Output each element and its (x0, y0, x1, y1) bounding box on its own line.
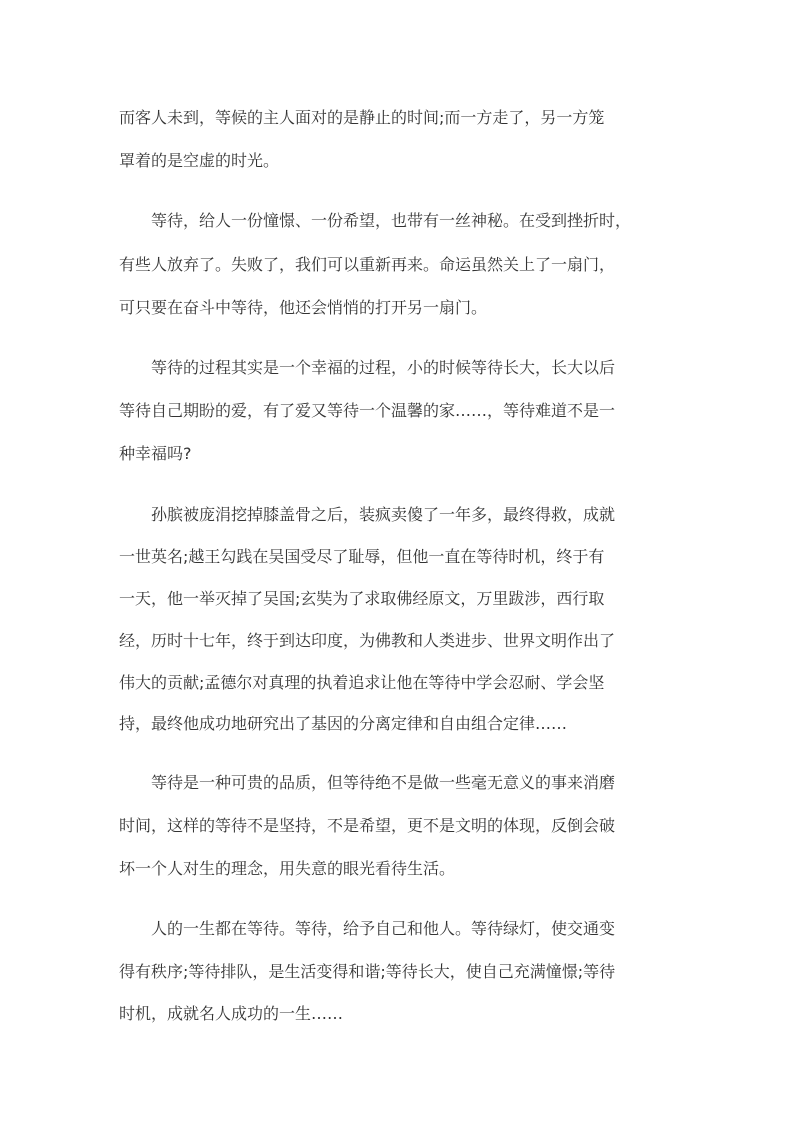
paragraph-line: 有些人放弃了。失败了，我们可以重新再来。命运虽然关上了一扇门， (119, 255, 616, 274)
paragraph-line: 时间，这样的等待不是坚持，不是希望，更不是文明的体现，反倒会破 (119, 816, 616, 835)
paragraph-line: 时机，成就名人成功的一生…… (119, 1004, 344, 1023)
paragraph-line: 可只要在奋斗中等待，他还会悄悄的打开另一扇门。 (119, 298, 488, 317)
paragraph-line: 等待是一种可贵的品质，但等待绝不是做一些毫无意义的事来消磨 (119, 773, 616, 792)
paragraph-line: 得有秩序;等待排队，是生活变得和谐;等待长大，使自己充满憧憬;等待 (119, 962, 616, 981)
paragraph-line: 一世英名;越王勾践在吴国受尽了耻辱，但他一直在等待时机，终于有 (119, 547, 605, 566)
paragraph-line: 一天，他一举灭掉了吴国;玄奘为了求取佛经原文，万里跋涉，西行取 (119, 589, 605, 608)
paragraph-line: 坏一个人对生的理念，用失意的眼光看待生活。 (119, 859, 456, 878)
paragraph-line: 持，最终他成功地研究出了基因的分离定律和自由组合定律…… (119, 714, 568, 733)
paragraph-line: 孙膑被庞涓挖掉膝盖骨之后，装疯卖傻了一年多，最终得救，成就 (119, 505, 616, 524)
paragraph-line: 经，历时十七年，终于到达印度，为佛教和人类进步、世界文明作出了 (119, 631, 616, 650)
paragraph-line: 等待的过程其实是一个幸福的过程，小的时候等待长大，长大以后 (119, 358, 616, 377)
paragraph-line: 人的一生都在等待。等待，给予自己和他人。等待绿灯，使交通变 (119, 919, 616, 938)
paragraph-line: 罩着的是空虚的时光。 (119, 151, 280, 170)
paragraph-line: 种幸福吗? (119, 444, 192, 463)
paragraph-line: 而客人未到，等候的主人面对的是静止的时间;而一方走了，另一方笼 (119, 108, 605, 127)
paragraph-line: 伟大的贡献;孟德尔对真理的执着追求让他在等待中学会忍耐、学会坚 (119, 673, 605, 692)
paragraph-line: 等待，给人一份憧憬、一份希望，也带有一丝神秘。在受到挫折时， (119, 211, 632, 230)
paragraph-line: 等待自己期盼的爱，有了爱又等待一个温馨的家……，等待难道不是一 (119, 401, 616, 420)
